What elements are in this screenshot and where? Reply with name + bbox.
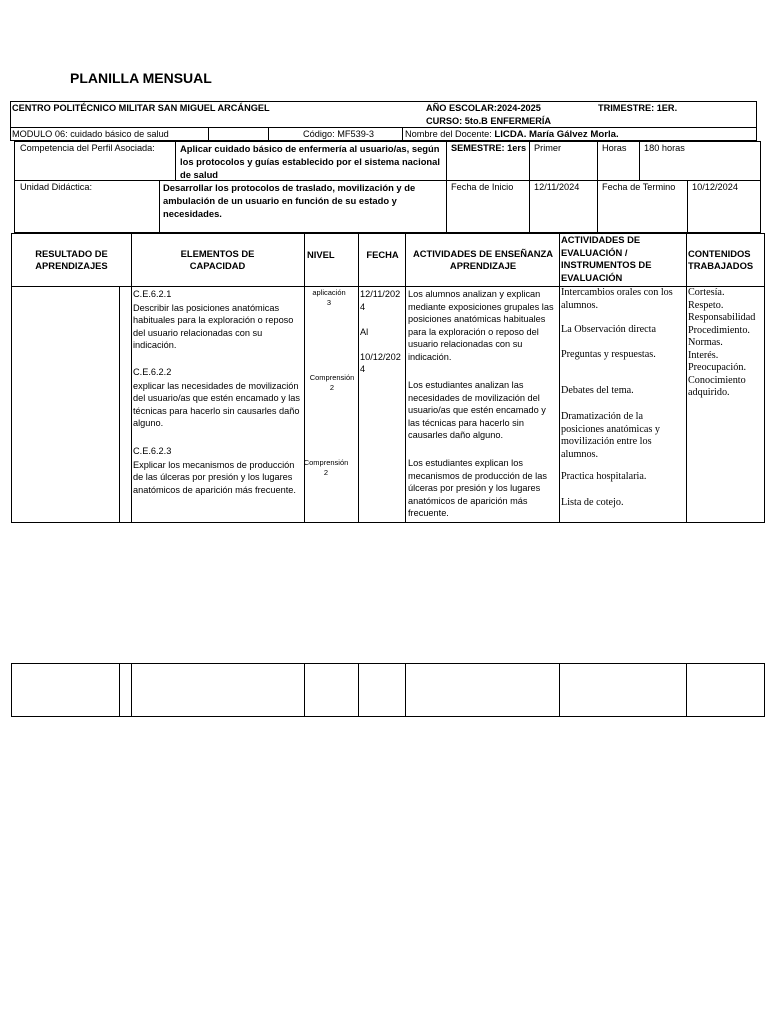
elemento-2-text: explicar las necesidades de movilización del usuario/as que estén encamado y las técnicas para hacerlo sin causarles daño alguno. [133,380,301,428]
evaluacion-7: Lista de cotejo. [561,497,624,508]
fecha-inicio-label: Fecha de Inicio [451,182,514,192]
contenido-item: Normas. [688,337,723,348]
actividad-1: Los alumnos analizan y explican mediante exposiciones grupales las posiciones anatómicas habituales para la exploración o reposo del usuario relacionadas con su indicación. [408,289,554,362]
unidad-value: Desarrollar los protocolos de traslado, movilización y de ambulación de un usuario en función de su estado y necesidades. [163,182,416,219]
evaluacion-5: Dramatización de la posiciones anatómicas y movilización entre los alumnos. [561,411,661,460]
contenidos-list [688,287,764,400]
page-title: PLANILLA MENSUAL [70,70,212,86]
semestre: SEMESTRE: 1ers [451,143,527,153]
nivel-1: aplicación 3 [312,288,346,307]
contenido-item: Interés. [688,349,719,361]
trimester: TRIMESTRE: 1ER. [598,103,678,113]
evaluacion-3: Preguntas y respuestas. [561,349,656,360]
contenido-item: Responsabilidad [688,312,756,323]
contenido-item: Procedimiento. [688,324,750,336]
header-actividades: ACTIVIDADES DE ENSEÑANZA APRENDIZAJE [412,247,554,271]
elemento-3-text: Explicar los mecanismos de producción de las úlceras por presión y los lugares anatómicos de aparición más frecuente. [133,459,296,495]
evaluacion-1: Intercambios orales con los alumnos. [561,287,673,311]
school-name: CENTRO POLITÉCNICO MILITAR SAN MIGUEL ARCÁNGEL [12,103,270,113]
actividad-3: Los estudiantes explican los mecanismos de producción de las úlceras por presión y los lugares anatómicos de aparición más frecuente. [408,458,547,518]
horas-value: 180 horas [644,143,685,153]
fecha-inicio: 12/11/2024 [534,182,580,192]
header-evaluacion [561,234,685,284]
horas-label: Horas [602,143,627,153]
semestre-value: Primer [534,143,562,153]
code: Código: MF539-3 [303,129,374,139]
header-elementos: ELEMENTOS DE CAPACIDAD [180,247,255,271]
actividad-2: Los estudiantes analizan las necesidades de movilización del usuario/as que estén encamado y las técnicas para hacerlo sin causarles daño alguno. [408,380,546,440]
fecha-termino-label: Fecha de Termino [602,182,676,192]
school-year: AÑO ESCOLAR:2024-2025 [426,103,541,113]
empty-table [11,663,765,717]
fecha-termino: 10/12/2024 [692,182,738,192]
competencia-label: Competencia del Perfil Asociada: [20,143,155,153]
course: CURSO: 5to.B ENFERMERÍA [426,116,552,126]
unidad-label: Unidad Didáctica: [20,182,93,192]
elemento-3-code: C.E.6.2.3 [133,446,172,456]
header-fecha: FECHA [366,248,399,260]
header-evaluacion-text: ACTIVIDADES DE EVALUACIÓN / INSTRUMENTOS DE EVALUACIÓN [561,234,652,283]
elemento-3 [133,445,303,496]
elemento-1-text: Describir las posiciones anatómicas habituales para la exploración o reposo del usuario relacionadas con su indicación. [133,302,294,350]
contenido-item: Cortesía. [688,287,725,298]
elemento-2-code: C.E.6.2.2 [133,367,172,377]
fecha-range: 12/11/2024 Al 10/12/2024 [360,289,401,374]
teacher-label: Nombre del Docente: [405,129,492,139]
competencia-value: Aplicar cuidado básico de enfermería al usuario/as, según los protocolos y guías establecido por el sistema nacional de salud [180,143,440,180]
module: MODULO 06: cuidado básico de salud [12,129,169,139]
evaluacion-2: La Observación directa [561,324,657,335]
elemento-1 [133,288,303,352]
elemento-2 [133,366,303,430]
header-contenidos: CONTENIDOS TRABAJADOS [688,248,754,271]
nivel-2: Comprensión 2 [309,373,355,392]
contenido-item: Conocimiento adquirido. [688,374,746,398]
nivel-3: Comprensión 2 [303,458,349,477]
teacher-name: LICDA. María Gálvez Morla. [494,129,619,140]
contenido-item: Preocupación. [688,362,746,373]
elemento-1-code: C.E.6.2.1 [133,289,172,299]
teacher [405,128,619,142]
evaluacion-4: Debates del tema. [561,385,634,396]
header-resultado: RESULTADO DE APRENDIZAJES [35,247,108,271]
evaluacion-6: Practica hospitalaria. [561,471,647,482]
contenido-item: Respeto. [688,299,724,311]
header-nivel: NIVEL [307,249,335,260]
